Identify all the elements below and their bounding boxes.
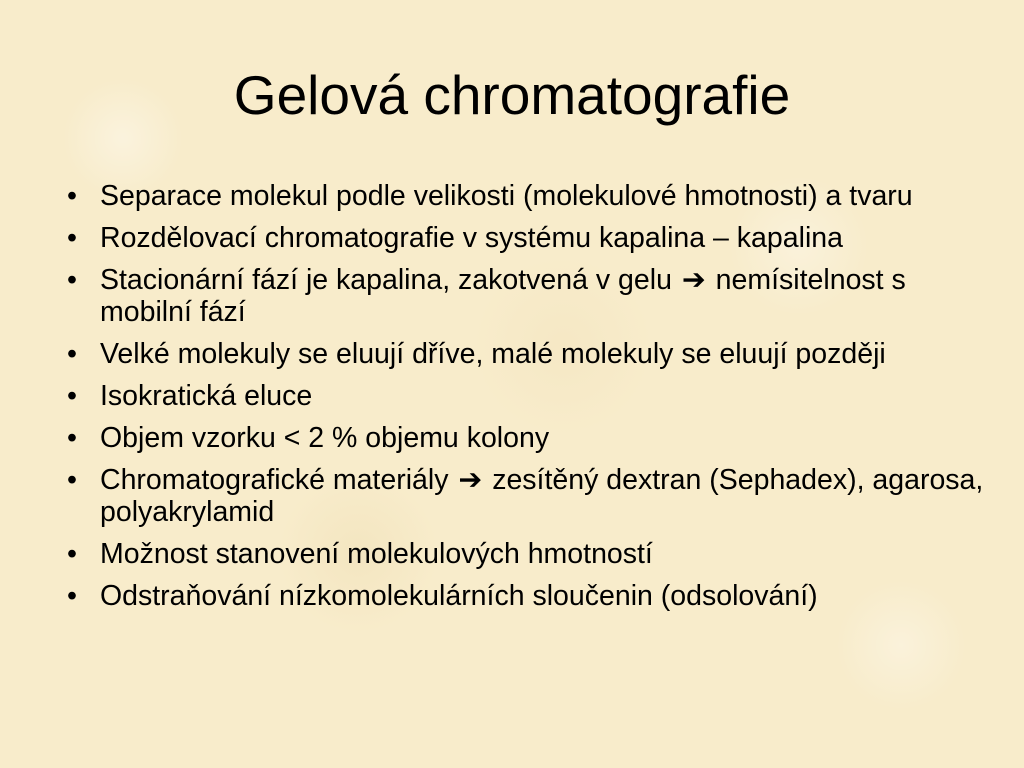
bullet-item [54,538,984,570]
bullet-item [54,580,984,612]
bullet-dot-icon: • [67,264,77,296]
bullet-item [54,222,984,254]
bullet-item [54,180,984,212]
bullet-text-continuation: nemísitelnost s mobilní fází [100,264,906,328]
bullet-item [54,338,984,370]
bullet-text: Stacionární fází je kapalina, zakotvená v gelu [100,264,672,296]
bullet-dot-icon: • [67,338,77,370]
bullet-text-continuation: zesítěný dextran (Sephadex), agarosa, polyakrylamid [100,464,984,528]
bullet-dot-icon: • [67,380,77,412]
bullet-item [54,380,984,412]
bullet-list [54,180,984,622]
bullet-text: Chromatografické materiály [100,464,449,496]
slide-title: Gelová chromatografie [233,64,791,126]
bullet-text: Objem vzorku < 2 % objemu kolony [100,422,550,454]
bullet-dot-icon: • [67,422,77,454]
arrow-right-icon: ➔ [458,464,483,496]
bullet-dot-icon: • [67,464,77,496]
arrow-right-icon: ➔ [681,264,706,296]
bullet-dot-icon: • [67,580,77,612]
bullet-text: Velké molekuly se eluují dříve, malé molekuly se eluují později [100,338,886,370]
bullet-item [54,422,984,454]
bullet-text: Isokratická eluce [100,380,313,412]
bullet-dot-icon: • [67,180,77,212]
bullet-dot-icon: • [67,538,77,570]
bullet-item [54,464,984,528]
bullet-dot-icon: • [67,222,77,254]
bullet-text: Separace molekul podle velikosti (molekulové hmotnosti) a tvaru [100,180,913,212]
bullet-text: Rozdělovací chromatografie v systému kapalina – kapalina [100,222,843,254]
bullet-item [54,264,984,328]
bullet-text: Možnost stanovení molekulových hmotností [100,538,653,570]
bullet-text: Odstraňování nízkomolekulárních sloučenin (odsolování) [100,580,818,612]
